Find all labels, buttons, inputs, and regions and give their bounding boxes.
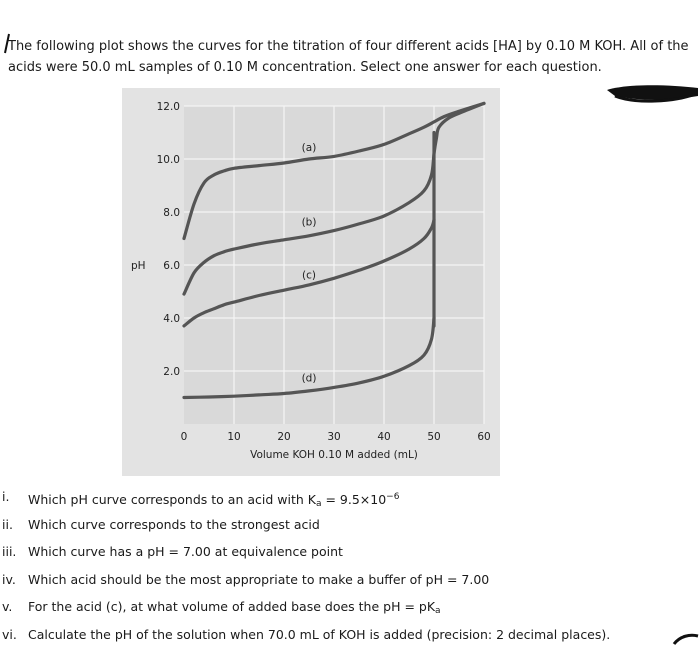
question-item: [0, 596, 700, 624]
y-tick-label: 10.0: [156, 154, 180, 166]
redaction-scribble: [605, 82, 700, 104]
question-text: Which curve has a pH = 7.00 at equivalence point: [28, 544, 343, 559]
question-item: [0, 541, 700, 569]
question-list: [0, 486, 700, 651]
question-number: i.: [2, 489, 10, 504]
question-text: Which acid should be the most appropriate to make a buffer of pH = 7.00: [28, 571, 490, 587]
x-tick-label: 20: [277, 431, 291, 443]
titration-chart: [122, 88, 500, 476]
series-label: (b): [301, 216, 317, 229]
y-tick-label: 4.0: [163, 313, 180, 325]
series-label: (d): [301, 372, 317, 385]
x-tick-label: 60: [477, 431, 491, 443]
question-item: [0, 624, 700, 652]
intro-text: The following plot shows the curves for the titration of four different acids [HA] by 0.10 M KOH. All of the acids were 50.0 mL samples of 0.10 M concentration. Select one answer for each question.: [8, 39, 689, 75]
x-axis-label: Volume KOH 0.10 M added (mL): [250, 449, 418, 461]
x-tick-label: 40: [377, 431, 391, 443]
x-tick-label: 10: [227, 431, 241, 443]
question-number: v.: [2, 599, 13, 614]
question-number: ii.: [2, 516, 13, 532]
question-number: vi.: [2, 626, 17, 642]
question-text: For the acid (c), at what volume of added base does the pH = $pK_a$: [28, 599, 441, 616]
question-item: [0, 514, 700, 542]
chart-svg: [122, 88, 500, 476]
x-tick-label: 30: [327, 431, 341, 443]
y-tick-label: 2.0: [163, 366, 180, 378]
x-tick-label: 0: [180, 431, 188, 443]
question-item: [0, 486, 700, 514]
x-tick-label: 50: [427, 431, 441, 443]
question-text: Which pH curve corresponds to an acid with $K_a = 9.5\times 10^{-6}$: [28, 492, 400, 509]
series-label: (a): [301, 142, 317, 155]
y-axis-label: pH: [131, 260, 146, 272]
question-number: iii.: [2, 544, 17, 559]
question-number: iv.: [2, 571, 16, 587]
question-text: Calculate the pH of the solution when 70.0 mL of KOH is added (precision: 2 decimal places).: [28, 626, 611, 642]
y-tick-label: 12.0: [156, 101, 180, 113]
y-tick-label: 8.0: [163, 207, 180, 219]
question-text: Which curve corresponds to the strongest acid: [28, 516, 320, 532]
question-item: [0, 569, 700, 597]
y-tick-label: 6.0: [163, 260, 180, 272]
series-label: (c): [302, 269, 316, 282]
